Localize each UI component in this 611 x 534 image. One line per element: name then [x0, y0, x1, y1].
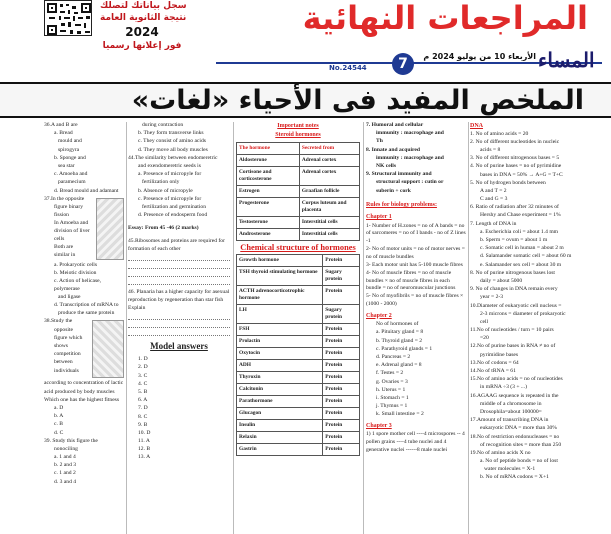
qr-code[interactable] [44, 0, 92, 36]
table-cell: Protein [323, 384, 360, 396]
text-line: and exendomeretric seeds is [138, 162, 201, 169]
table-row [237, 198, 360, 217]
answer-line [128, 263, 230, 269]
text-line: 8. Innate and acquired [366, 146, 420, 153]
text-line: Th [376, 138, 383, 145]
text-line: 39. Study this figure the [44, 437, 98, 444]
table-cell: Prolactin [237, 336, 323, 348]
text-line: a. Pituitary gland = 8 [376, 329, 424, 336]
chemical-structure-table [236, 254, 360, 456]
text-line: 18.No of restriction endonucleases = no [470, 433, 560, 440]
text-line: cell [480, 318, 489, 325]
text-line: water molecules = X-1 [484, 466, 536, 473]
table-cell: Adrenal cortex [299, 155, 359, 167]
text-line: 9. Structural immunity and [366, 171, 432, 178]
answer-line [128, 314, 230, 320]
text-line: sea star [58, 162, 75, 169]
text-line: daily = about 5000 [480, 277, 523, 284]
text-line: No of hormones of [376, 321, 419, 328]
chemical-structure-heading: Chemical structure of hormones [240, 243, 356, 252]
answer-line [128, 255, 230, 261]
text-line: 2- No of motor units = no of motor nerves = no of muscle bundles [366, 246, 465, 260]
table-cell: Cortisone and corticosterone [237, 167, 300, 186]
text-line: d. They move all body muscles [138, 146, 208, 153]
table-row [237, 444, 360, 456]
answer-item: 1. D [138, 356, 148, 363]
table-row [237, 384, 360, 396]
text-line: c. Somatic cell in human = about 2 m [480, 245, 564, 252]
text-line: fission [54, 212, 69, 219]
text-line: c. They consist of amino acids [138, 138, 206, 145]
text-line: 7. Length of DNA in [470, 220, 517, 227]
column-divider [126, 122, 127, 534]
text-line: b. A [54, 413, 64, 420]
text-line: 10.Diameter of eukaryotic cell nucleus = [470, 302, 562, 309]
text-line: a. No of peptide bonds = no of lost [480, 458, 558, 465]
answer-line [128, 322, 230, 328]
text-line: c. B [54, 421, 64, 428]
promo-year: 2024 [125, 25, 159, 39]
table-row [237, 217, 360, 229]
table-cell: Parathormone [237, 396, 323, 408]
issue-number: No.24544 [329, 64, 367, 72]
table-cell: Protein [323, 286, 360, 305]
text-line: c. Action of helicase, polymerase [54, 278, 102, 292]
text-line: produce the same protein [58, 310, 115, 317]
table-row [237, 167, 360, 186]
table-cell: Interstitial cells [299, 229, 359, 241]
text-line: d. Bread mould and adamant [54, 187, 119, 194]
answer-line [128, 330, 230, 336]
page-number-badge: 7 [392, 53, 414, 75]
text-line: 38.Study the [44, 318, 73, 325]
table-cell: LH [237, 305, 323, 324]
text-line: Which one has the highest fitness [44, 396, 120, 403]
text-line: Drosophila=about 100000= [480, 408, 542, 415]
table-cell: Protein [323, 372, 360, 384]
text-line: Hershy and Chase experiment = 1% [480, 212, 561, 219]
column-divider [468, 122, 469, 534]
table-cell: Adrenal cortex [299, 167, 359, 186]
table-cell: Protein [323, 408, 360, 420]
text-line: 4- No of muscle fibres = no of muscle bundles × no of muscle fibres in each bundle = no of neuromuscular junctions [366, 270, 456, 292]
text-line: b. Meiotic division [54, 269, 97, 276]
text-line: 12.No of purine bases in RNA ≠ no of [470, 343, 556, 350]
text-line: i. Stomach = 1 [376, 394, 409, 401]
dna-heading: DNA [470, 123, 483, 129]
chapter-3-heading: Chapter 3 [366, 422, 392, 429]
table-cell: Androsterone [237, 229, 300, 241]
table-cell: Graafian follicle [299, 186, 359, 198]
important-notes-heading: Important notes [277, 123, 319, 129]
text-line: b. Thyroid gland = 2 [376, 337, 423, 344]
table-cell: Glucagon [237, 408, 323, 420]
text-line: k. Small intestine = 2 [376, 411, 424, 418]
text-line: paramecium [58, 179, 86, 186]
text-line: mould and [58, 138, 82, 145]
text-line: fertilization and germination [142, 203, 206, 210]
table-row [237, 255, 360, 267]
table-cell: Estrogen [237, 186, 300, 198]
text-line: a. Prokaryotic cells [54, 261, 98, 268]
figure-binary-fission [96, 198, 124, 260]
text-line: a. Escherichia coli = about 1.4 mm [480, 228, 559, 235]
text-line: c. 1 and 2 [54, 470, 76, 477]
table-row [237, 286, 360, 305]
text-line: 5- No of myofibrils = no of muscle fibres × (1000 - 2000) [366, 293, 464, 307]
table-row [237, 324, 360, 336]
figure-competition [92, 320, 124, 378]
answer-item: 12. B [138, 446, 151, 453]
results-promo [100, 0, 187, 62]
text-line: 7. Humoral and cellular [366, 122, 424, 128]
text-line: figure which [54, 334, 83, 341]
table-row [237, 336, 360, 348]
text-line: division of liver cells [54, 228, 90, 243]
text-line: competition [54, 351, 81, 358]
text-line: 15.No of amino acids = no of nucleotides [470, 376, 563, 383]
essay-heading: Essay: From 45 -46 (2 marks) [128, 224, 199, 231]
section-title: المراجعات النهائية [302, 0, 588, 37]
text-line: d. 3 and 4 [54, 478, 77, 485]
table-cell: Sugary protein [323, 305, 360, 324]
answer-item: 9. B [138, 421, 148, 428]
table-cell: Growth hormone [237, 255, 323, 267]
table-cell: TSH thyroid stimulating hormone [237, 267, 323, 286]
text-line: 19.No of amino acids X no [470, 449, 531, 456]
text-line: b. Sponge and [54, 154, 86, 161]
table-row [237, 348, 360, 360]
text-line: 6. Ratio of radiation after 32 minutes of [470, 204, 559, 211]
text-line: b. They form transverse links [138, 130, 204, 137]
text-line: in mRNA ÷3 (3 + ...) [480, 384, 527, 391]
text-line: Both are similar in [54, 244, 76, 258]
text-line: 1) 1 spore mother cell ----4 microspores -- 4 pollen grains ----4 tube nuclei and 4 generative nuclei ------8 male nuclei [366, 431, 465, 453]
text-line: 2-3 microns = diameter of prokaryotic [480, 310, 566, 317]
table-cell: Calcitonin [237, 384, 323, 396]
table-cell: ACTH adrenocorticotrophic hormone [237, 286, 323, 305]
text-line: h. Uterus = 1 [376, 386, 406, 393]
text-line: 37.In the opposite [44, 195, 85, 202]
text-line: immunity : macrophage and [376, 154, 444, 161]
table-row [237, 267, 360, 286]
text-line: suberin + cork [376, 187, 411, 194]
table-row [237, 305, 360, 324]
text-line: figure binary [54, 203, 84, 210]
table-cell: Corpus luteum and placenta [299, 198, 359, 217]
rules-heading: Rules for biology problems: [366, 202, 437, 209]
column-divider [363, 122, 364, 534]
table-cell: Gastrin [237, 444, 323, 456]
table-cell: Relaxin [237, 432, 323, 444]
text-line: e. Adrenal gland = 8 [376, 362, 422, 369]
text-line: bases in DNA = 50% → A+G = T+C [480, 171, 563, 178]
text-line: f. Testes = 2 [376, 370, 404, 377]
text-line: d. C [54, 429, 64, 436]
answer-item: 6. A [138, 397, 148, 404]
text-line: 3- Each motor unit has 5-100 muscle fibres [366, 261, 463, 268]
table-row [237, 408, 360, 420]
headline-banner [0, 82, 611, 118]
text-line: 44.The similarity between endomeretric [128, 154, 218, 161]
table-cell: FSH [237, 324, 323, 336]
table-header-row [237, 143, 360, 155]
table-cell: Protein [323, 444, 360, 456]
table-cell: Protein [323, 348, 360, 360]
text-line: immunity : macrophage and [376, 130, 444, 137]
text-line: 14.No of tRNA = 61 [470, 368, 516, 375]
text-line: 16.AGAAG sequence is repeated in the [470, 392, 559, 399]
table-cell: Protein [323, 396, 360, 408]
steroid-hormones-table [236, 142, 360, 241]
table-cell: ADH [237, 360, 323, 372]
table-cell: Protein [323, 324, 360, 336]
answer-item: 11. A [138, 438, 150, 445]
text-line: d. Pancreas = 2 [376, 353, 411, 360]
table-cell: Protein [323, 255, 360, 267]
table-cell: Protein [323, 336, 360, 348]
table-row [237, 360, 360, 372]
chapter-2-heading: Chapter 2 [366, 312, 392, 319]
text-line: 3. No of different nitrogenous bases = 5 [470, 155, 560, 162]
text-line: d. Transcription of mRNA to [54, 302, 119, 309]
table-row [237, 420, 360, 432]
text-line: acid produced by body muscles [44, 388, 115, 395]
issue-date: الأربعاء 10 من يوليو 2024 م [423, 52, 536, 61]
text-line: middle of a chromosome in [480, 400, 542, 407]
text-line: acids = 8 [480, 146, 501, 153]
text-line: 2. No of different nucleotides in nucleic [470, 138, 560, 145]
text-line: shows [54, 342, 68, 349]
text-line: eukaryotic DNA = more than 30% [480, 425, 557, 432]
text-line: A and T = 2 [480, 187, 507, 194]
text-line: g. Ovaries = 3 [376, 378, 408, 385]
text-line: In Amoeba and [54, 220, 89, 227]
promo-line-3: فور إعلانها رسميا [102, 41, 182, 51]
newspaper-logo: المساء [538, 48, 595, 72]
column-questions-2 [128, 122, 230, 534]
table-cell: Thyroxin [237, 372, 323, 384]
column-dna [470, 122, 582, 534]
table-row [237, 229, 360, 241]
text-line: b. No of mRNA codons = X+1 [480, 474, 549, 481]
answer-item: 8. C [138, 413, 148, 420]
page-headline: الملخص المفيد فى الأحياء «لغات» [131, 85, 584, 116]
text-line: fertilization only [142, 179, 180, 186]
text-line: b. Sperm = ovum = about 1 m [480, 237, 548, 244]
text-line: according to concentration of lactic [44, 380, 124, 387]
text-line: b. 2 and 3 [54, 462, 77, 469]
text-line: NK cells [376, 162, 397, 169]
text-line: 9. No of changes in DNA remain every [470, 286, 558, 293]
promo-line-1: سجل بياناتك لتصلك [100, 1, 187, 11]
text-line: and ligase [58, 293, 81, 300]
answer-item: 3. C [138, 372, 148, 379]
table-cell: Oxytocin [237, 348, 323, 360]
column-divider [233, 122, 234, 534]
table-cell: Progesterone [237, 198, 300, 217]
text-line: pyrimidine bases [480, 351, 519, 358]
meta-bar [216, 48, 602, 78]
text-line: 13.No of codons = 64 [470, 359, 519, 366]
table-header-cell: Secreted from [299, 143, 359, 155]
text-line: C and G = 3 [480, 196, 508, 203]
model-answers-title: Model answers [150, 341, 208, 352]
table-cell: Testosterone [237, 217, 300, 229]
text-line: spirogyra [58, 146, 80, 153]
table-row [237, 432, 360, 444]
text-line: 8. No of purine nitrogenous bases lost [470, 269, 555, 276]
column-rules [366, 122, 466, 534]
table-row [237, 372, 360, 384]
table-cell: Sugary protein [323, 267, 360, 286]
text-line: c. Presence of micropyle for [138, 195, 202, 202]
text-line: a. 1 and 4 [54, 454, 76, 461]
answer-line [128, 271, 230, 277]
table-cell: Protein [323, 420, 360, 432]
column-questions-1 [44, 122, 124, 534]
text-line: between [54, 359, 73, 366]
answer-item: 7. D [138, 405, 148, 412]
table-row [237, 396, 360, 408]
text-line: 36.A and B are [44, 122, 78, 128]
answer-item: 2. D [138, 364, 148, 371]
column-hormones [236, 122, 360, 534]
text-line: 11.No of nucleotides / turn = 10 pairs [470, 327, 554, 334]
table-header-cell: The hormone [237, 143, 300, 155]
answer-item: 5. B [138, 388, 148, 395]
table-row [237, 155, 360, 167]
chapter-1-heading: Chapter 1 [366, 214, 392, 221]
answer-item: 4. C [138, 380, 148, 387]
answer-line [128, 279, 230, 285]
promo-line-2: نتيجة الثانوية العامة [100, 13, 187, 23]
text-line: 1. No of amino acids = 20 [470, 130, 529, 137]
text-line: =20 [480, 335, 489, 342]
text-line: 4. No of purine bases = no of pyrimidine [470, 163, 562, 170]
text-line: of recognition sites = more than 250 [480, 441, 562, 448]
text-line: 5. No of hydrogen bonds between [470, 179, 546, 186]
text-line: individuals [54, 367, 79, 374]
text-line: a. Presence of micropyle for [138, 171, 202, 178]
table-cell: Insulin [237, 420, 323, 432]
text-line: during contraction [142, 122, 184, 128]
text-line: d. Salamander somatic cell = about 60 m [480, 253, 572, 260]
text-line: nonociling [54, 445, 78, 452]
table-cell: Interstitial cells [299, 217, 359, 229]
text-line: c. Parathyroid glands = 1 [376, 345, 433, 352]
answer-item: 10. D [138, 429, 151, 436]
text-line: j. Thymus = 1 [376, 403, 408, 410]
text-line: opposite [54, 326, 73, 333]
table-cell: Aldosterone [237, 155, 300, 167]
question-46: 46. Planaria has a higher capacity for asexual reproduction by regeneration than star fish Explain [128, 289, 230, 311]
table-cell: Protein [323, 360, 360, 372]
text-line: c. Amoeba and [54, 171, 88, 178]
text-line: a. Bread [54, 130, 73, 137]
text-line: a. D [54, 404, 64, 411]
table-row [237, 186, 360, 198]
text-line: year = 2-3 [480, 294, 504, 301]
text-line: b. Absence of micropyle [138, 187, 193, 194]
question-45: 45.Ribosomes and proteins are required for formation of each other [128, 238, 225, 252]
text-line: 1- Number of H.zones = no of A bands = no of sarcomeres = no of I bands - no of Z lines -1 [366, 222, 466, 244]
text-line: d. Presence of endosperm food [138, 212, 208, 219]
steroid-hormones-heading: Steroid hormones [275, 132, 321, 138]
answer-item: 13. A [138, 454, 151, 461]
text-line: 17.Amount of transcribing DNA in [470, 417, 549, 424]
table-cell: Protein [323, 432, 360, 444]
text-line: e. Salamander sex cell = about 30 m [480, 261, 562, 268]
text-line: structural support : cutin or [376, 179, 444, 186]
